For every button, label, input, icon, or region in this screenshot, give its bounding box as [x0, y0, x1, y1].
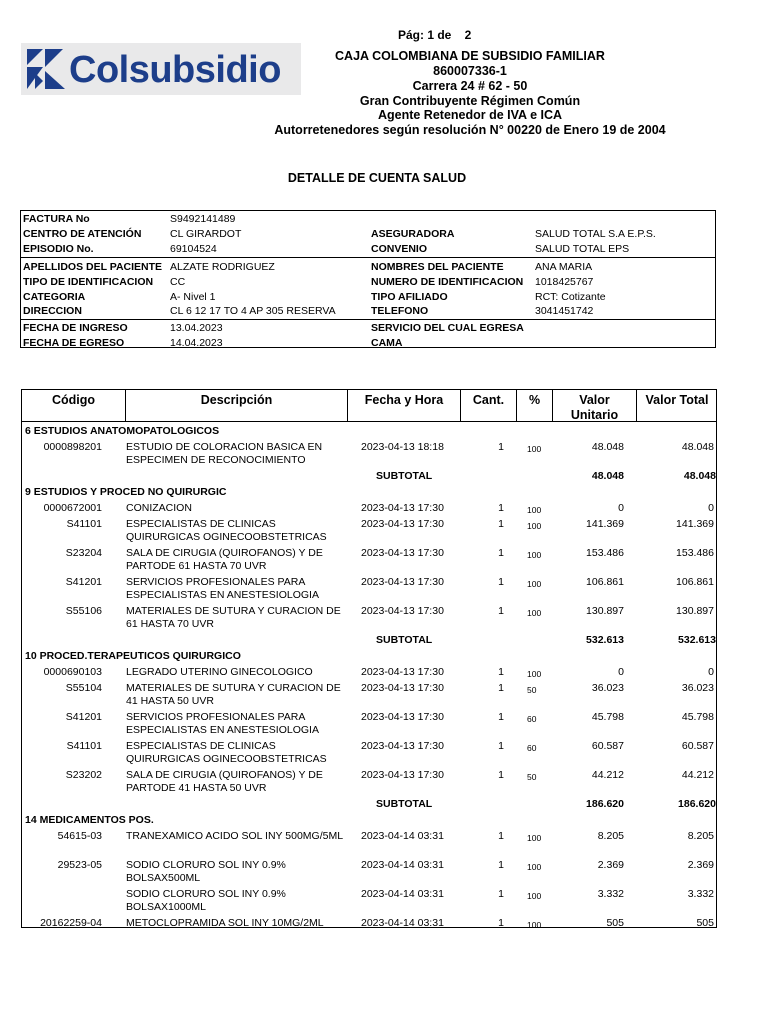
subtotal-total-value: 532.613 — [678, 634, 716, 646]
item-percent: 50 — [527, 685, 537, 695]
table-row — [22, 682, 716, 711]
table-row — [22, 917, 716, 933]
egreso-value: 14.04.2023 — [170, 337, 223, 349]
item-description: SODIO CLORURO SOL INY 0.9% BOLSAX1000ML — [126, 888, 286, 913]
item-description: MATERIALES DE SUTURA Y CURACION DE 61 HASTA 70 UVR — [126, 605, 341, 630]
item-percent: 50 — [527, 772, 537, 782]
patient-info-box — [20, 210, 716, 348]
item-description: SODIO CLORURO SOL INY 0.9% BOLSAX500ML — [126, 859, 286, 884]
direccion-value: CL 6 12 17 TO 4 AP 305 RESERVA — [170, 305, 336, 317]
table-row — [22, 830, 716, 859]
table-row — [22, 547, 716, 576]
item-date: 2023-04-13 17:30 — [361, 666, 444, 678]
factura-label: FACTURA No — [23, 213, 90, 225]
apellidos-label: APELLIDOS DEL PACIENTE — [23, 261, 163, 273]
item-code: 29523-05 — [57, 859, 102, 871]
subtotal-label: SUBTOTAL — [376, 470, 433, 482]
item-date: 2023-04-13 17:30 — [361, 711, 444, 723]
item-date: 2023-04-13 17:30 — [361, 769, 444, 781]
item-code: S41201 — [65, 576, 102, 588]
item-code: 0000898201 — [43, 441, 102, 453]
afiliado-label: TIPO AFILIADO — [371, 291, 448, 303]
item-quantity: 1 — [498, 859, 504, 871]
item-unit-value: 130.897 — [586, 605, 624, 617]
aseguradora-value: SALUD TOTAL S.A E.P.S. — [535, 228, 656, 240]
item-total-value: 106.861 — [676, 576, 714, 588]
item-total-value: 0 — [708, 502, 714, 514]
item-quantity: 1 — [498, 666, 504, 678]
table-row — [22, 518, 716, 547]
item-total-value: 48.048 — [681, 441, 714, 453]
item-quantity: 1 — [498, 576, 504, 588]
subtotal-total-value: 186.620 — [678, 798, 716, 810]
item-description: CONIZACION — [126, 502, 192, 514]
group-heading: 10 PROCED.TERAPEUTICOS QUIRURGICO — [25, 650, 241, 662]
convenio-label: CONVENIO — [371, 243, 428, 255]
item-unit-value: 48.048 — [591, 441, 624, 453]
item-unit-value: 44.212 — [591, 769, 624, 781]
colsubsidio-logo — [21, 43, 301, 95]
item-code: S41101 — [66, 740, 102, 752]
item-quantity: 1 — [498, 917, 504, 929]
item-date: 2023-04-13 17:30 — [361, 682, 444, 694]
divider — [21, 257, 715, 258]
subtotal-unit-value: 48.048 — [591, 470, 624, 482]
item-quantity: 1 — [498, 441, 504, 453]
item-code: 0000672001 — [43, 502, 102, 514]
table-row — [22, 740, 716, 769]
group-heading: 6 ESTUDIOS ANATOMOPATOLOGICOS — [25, 425, 220, 437]
item-total-value: 36.023 — [681, 682, 714, 694]
item-unit-value: 505 — [606, 917, 624, 929]
item-total-value: 60.587 — [681, 740, 714, 752]
item-percent: 100 — [527, 521, 542, 531]
item-total-value: 153.486 — [676, 547, 714, 559]
document-title: DETALLE DE CUENTA SALUD — [287, 171, 467, 185]
item-quantity: 1 — [498, 740, 504, 752]
table-row — [22, 859, 716, 888]
item-quantity: 1 — [498, 547, 504, 559]
item-description: SERVICIOS PROFESIONALES PARA ESPECIALISTAS EN ANESTESIOLOGIA — [126, 576, 319, 601]
company-tax-agent: Agente Retenedor de IVA e ICA — [377, 108, 563, 122]
episodio-value: 69104524 — [170, 243, 217, 255]
item-date: 2023-04-13 17:30 — [361, 547, 444, 559]
table-row — [22, 711, 716, 740]
item-unit-value: 36.023 — [591, 682, 624, 694]
item-percent: 100 — [527, 862, 542, 872]
col-header-fecha: Fecha y Hora — [348, 390, 461, 422]
table-row — [22, 888, 716, 917]
group-heading: 9 ESTUDIOS Y PROCED NO QUIRURGIC — [25, 486, 227, 498]
item-description: TRANEXAMICO ACIDO SOL INY 500MG/5ML — [126, 830, 344, 842]
item-unit-value: 60.587 — [591, 740, 624, 752]
ingreso-label: FECHA DE INGRESO — [23, 322, 128, 334]
nombres-label: NOMBRES DEL PACIENTE — [371, 261, 504, 273]
item-code: S41201 — [65, 711, 102, 723]
table-row — [22, 666, 716, 682]
item-total-value: 0 — [708, 666, 714, 678]
aseguradora-label: ASEGURADORA — [371, 228, 455, 240]
episodio-label: EPISODIO No. — [23, 243, 94, 255]
item-code: S23202 — [65, 769, 102, 781]
item-description: SALA DE CIRUGIA (QUIROFANOS) Y DE PARTODE 61 HASTA 70 UVR — [126, 547, 323, 572]
item-description: ESPECIALISTAS DE CLINICAS QUIRURGICAS OGINECOOBSTETRICAS — [126, 740, 327, 765]
item-unit-value: 8.205 — [597, 830, 624, 842]
item-percent: 60 — [527, 714, 537, 724]
subtotal-total-value: 48.048 — [683, 470, 716, 482]
item-unit-value: 2.369 — [597, 859, 624, 871]
item-unit-value: 0 — [618, 666, 624, 678]
item-date: 2023-04-13 17:30 — [361, 740, 444, 752]
cama-label: CAMA — [371, 337, 403, 349]
col-header-descripcion: Descripción — [126, 390, 348, 422]
item-description: SALA DE CIRUGIA (QUIROFANOS) Y DE PARTODE 41 HASTA 50 UVR — [126, 769, 323, 794]
convenio-value: SALUD TOTAL EPS — [535, 243, 630, 255]
num-id-label: NUMERO DE IDENTIFICACION — [371, 276, 524, 288]
item-percent: 100 — [527, 505, 542, 515]
item-date: 2023-04-14 03:31 — [361, 830, 444, 842]
item-date: 2023-04-13 18:18 — [361, 441, 444, 453]
egreso-label: FECHA DE EGRESO — [23, 337, 125, 349]
item-date: 2023-04-14 03:31 — [361, 917, 444, 929]
col-header-pct: % — [517, 390, 553, 422]
categoria-value: A- Nivel 1 — [170, 291, 216, 303]
item-total-value: 44.212 — [681, 769, 714, 781]
afiliado-value: RCT: Cotizante — [535, 291, 606, 303]
item-quantity: 1 — [498, 888, 504, 900]
direccion-label: DIRECCION — [23, 305, 82, 317]
item-unit-value: 153.486 — [586, 547, 624, 559]
logo-mark-icon — [21, 43, 69, 95]
item-percent: 100 — [527, 891, 542, 901]
col-header-valor-total: Valor Total — [637, 390, 717, 422]
item-percent: 100 — [527, 608, 542, 618]
item-code: 0000690103 — [43, 666, 102, 678]
item-total-value: 8.205 — [687, 830, 714, 842]
centro-label: CENTRO DE ATENCIÓN — [23, 228, 142, 240]
company-nit: 860007336-1 — [433, 64, 507, 78]
item-unit-value: 45.798 — [591, 711, 624, 723]
item-total-value: 3.332 — [687, 888, 714, 900]
table-row — [22, 502, 716, 518]
item-description: METOCLOPRAMIDA SOL INY 10MG/2ML — [126, 917, 324, 929]
item-total-value: 2.369 — [687, 859, 714, 871]
item-quantity: 1 — [498, 711, 504, 723]
item-code: S55106 — [65, 605, 102, 617]
item-quantity: 1 — [498, 605, 504, 617]
item-date: 2023-04-13 17:30 — [361, 518, 444, 530]
item-percent: 60 — [527, 743, 537, 753]
item-quantity: 1 — [498, 682, 504, 694]
item-date: 2023-04-13 17:30 — [361, 502, 444, 514]
item-code: 20162259-04 — [40, 917, 102, 929]
item-code: 54615-03 — [57, 830, 102, 842]
factura-value: S9492141489 — [170, 213, 236, 225]
item-percent: 100 — [527, 444, 542, 454]
group-heading: 14 MEDICAMENTOS POS. — [25, 814, 154, 826]
divider — [21, 319, 715, 320]
col-header-cant: Cant. — [461, 390, 517, 422]
detail-table — [21, 389, 717, 928]
item-percent: 100 — [527, 920, 542, 930]
item-code: S41101 — [66, 518, 102, 530]
item-description: LEGRADO UTERINO GINECOLOGICO — [126, 666, 313, 678]
item-unit-value: 0 — [618, 502, 624, 514]
item-quantity: 1 — [498, 518, 504, 530]
servicio-label: SERVICIO DEL CUAL EGRESA — [371, 322, 524, 334]
item-total-value: 130.897 — [676, 605, 714, 617]
item-percent: 100 — [527, 669, 542, 679]
subtotal-unit-value: 186.620 — [586, 798, 624, 810]
company-address: Carrera 24 # 62 - 50 — [412, 79, 528, 93]
num-id-value: 1018425767 — [535, 276, 594, 288]
item-date: 2023-04-14 03:31 — [361, 888, 444, 900]
item-total-value: 45.798 — [681, 711, 714, 723]
logo-text: Colsubsidio — [69, 49, 281, 91]
item-quantity: 1 — [498, 769, 504, 781]
nombres-value: ANA MARIA — [535, 261, 593, 273]
telefono-label: TELEFONO — [371, 305, 429, 317]
subtotal-unit-value: 532.613 — [586, 634, 624, 646]
item-unit-value: 141.369 — [586, 518, 624, 530]
table-row — [22, 605, 716, 634]
centro-value: CL GIRARDOT — [170, 228, 242, 240]
item-code: S23204 — [65, 547, 102, 559]
ingreso-value: 13.04.2023 — [170, 322, 223, 334]
item-percent: 100 — [527, 579, 542, 589]
item-description: ESTUDIO DE COLORACION BASICA EN ESPECIMEN DE RECONOCIMIENTO — [126, 441, 323, 466]
table-row — [22, 769, 716, 798]
item-total-value: 141.369 — [676, 518, 714, 530]
col-header-codigo: Código — [22, 390, 126, 422]
col-header-valor-unitario: Valor Unitario — [553, 390, 637, 422]
table-row — [22, 576, 716, 605]
page-number: Pág: 1 de 2 — [398, 28, 472, 42]
subtotal-label: SUBTOTAL — [376, 634, 433, 646]
item-quantity: 1 — [498, 502, 504, 514]
item-description: ESPECIALISTAS DE CLINICAS QUIRURGICAS OGINECOOBSTETRICAS — [126, 518, 327, 543]
telefono-value: 3041451742 — [535, 305, 594, 317]
item-date: 2023-04-14 03:31 — [361, 859, 444, 871]
item-percent: 100 — [527, 550, 542, 560]
categoria-label: CATEGORIA — [23, 291, 86, 303]
item-total-value: 505 — [696, 917, 714, 929]
tipo-id-value: CC — [170, 276, 186, 288]
item-quantity: 1 — [498, 830, 504, 842]
item-unit-value: 3.332 — [597, 888, 624, 900]
company-name: CAJA COLOMBIANA DE SUBSIDIO FAMILIAR — [335, 49, 605, 63]
company-resolution: Autorretenedores según resolución N° 00220 de Enero 19 de 2004 — [274, 123, 666, 137]
item-description: MATERIALES DE SUTURA Y CURACION DE 41 HASTA 50 UVR — [126, 682, 341, 707]
item-date: 2023-04-13 17:30 — [361, 576, 444, 588]
item-date: 2023-04-13 17:30 — [361, 605, 444, 617]
item-unit-value: 106.861 — [586, 576, 624, 588]
apellidos-value: ALZATE RODRIGUEZ — [170, 261, 275, 273]
company-tax-regime: Gran Contribuyente Régimen Común — [359, 94, 581, 108]
item-code: S55104 — [65, 682, 102, 694]
subtotal-label: SUBTOTAL — [376, 798, 433, 810]
table-row — [22, 441, 716, 470]
tipo-id-label: TIPO DE IDENTIFICACION — [23, 276, 154, 288]
item-percent: 100 — [527, 833, 542, 843]
item-description: SERVICIOS PROFESIONALES PARA ESPECIALISTAS EN ANESTESIOLOGIA — [126, 711, 319, 736]
